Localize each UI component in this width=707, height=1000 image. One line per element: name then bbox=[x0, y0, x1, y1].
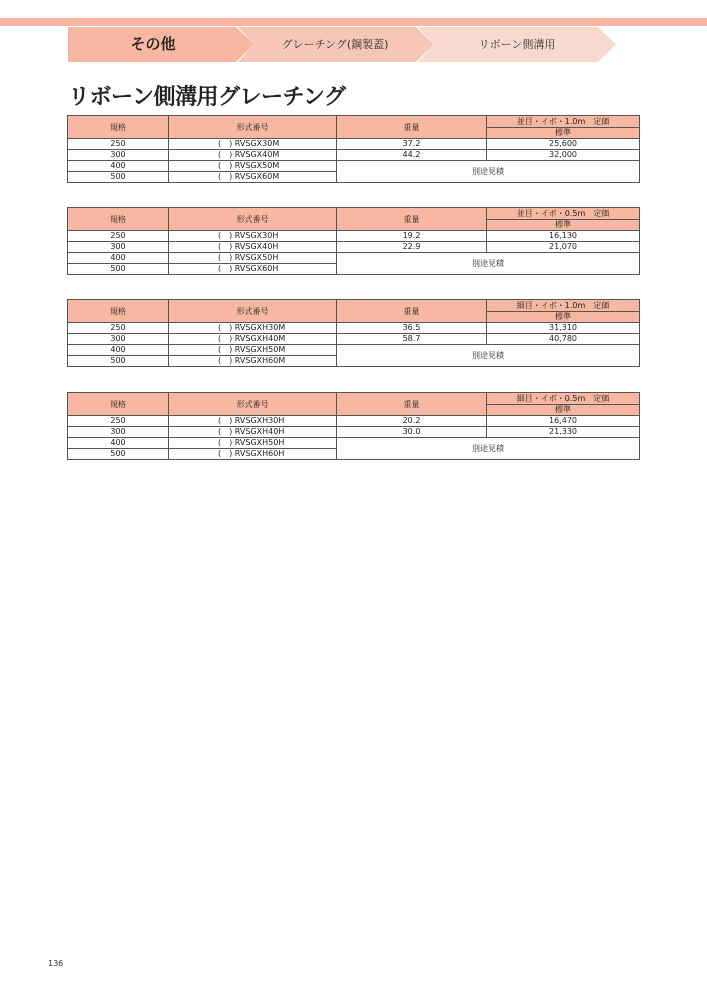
header-size: 規格 bbox=[68, 393, 169, 416]
table-row bbox=[68, 323, 640, 334]
cell-weight: 20.2 bbox=[337, 416, 487, 427]
table-row bbox=[68, 231, 640, 242]
table-row bbox=[68, 161, 640, 172]
cell-price: 32,000 bbox=[487, 150, 640, 161]
cell-weight: 44.2 bbox=[337, 150, 487, 161]
table-row bbox=[68, 416, 640, 427]
cell-size: 400 bbox=[68, 253, 169, 264]
cell-model: ( ) RVSGX50H bbox=[169, 253, 337, 264]
cell-model: ( ) RVSGXH60M bbox=[169, 356, 337, 367]
cell-separate-estimate: 別途見積 bbox=[337, 345, 640, 367]
cell-size: 400 bbox=[68, 161, 169, 172]
cell-size: 250 bbox=[68, 231, 169, 242]
cell-model: ( ) RVSGX50M bbox=[169, 161, 337, 172]
table-row bbox=[68, 139, 640, 150]
breadcrumb-item-other[interactable] bbox=[68, 27, 254, 62]
header-standard: 標準 bbox=[487, 220, 640, 231]
header-model: 形式番号 bbox=[169, 300, 337, 323]
cell-model: ( ) RVSGXH40H bbox=[169, 427, 337, 438]
cell-price: 21,330 bbox=[487, 427, 640, 438]
cell-size: 300 bbox=[68, 242, 169, 253]
cell-model: ( ) RVSGX30M bbox=[169, 139, 337, 150]
header-weight: 重量 bbox=[337, 116, 487, 139]
header-model: 形式番号 bbox=[169, 393, 337, 416]
cell-price: 16,470 bbox=[487, 416, 640, 427]
header-size: 規格 bbox=[68, 300, 169, 323]
cell-model: ( ) RVSGXH50H bbox=[169, 438, 337, 449]
cell-price: 31,310 bbox=[487, 323, 640, 334]
spec-table-1 bbox=[67, 115, 640, 183]
cell-model: ( ) RVSGXH50M bbox=[169, 345, 337, 356]
cell-weight: 30.0 bbox=[337, 427, 487, 438]
page-number: 136 bbox=[48, 959, 64, 968]
header-weight: 重量 bbox=[337, 393, 487, 416]
header-model: 形式番号 bbox=[169, 116, 337, 139]
header-spec-price: 並目・イボ・1.0m 定価 bbox=[487, 116, 640, 128]
table-row bbox=[68, 427, 640, 438]
cell-model: ( ) RVSGX40H bbox=[169, 242, 337, 253]
cell-size: 500 bbox=[68, 172, 169, 183]
breadcrumb-label: リボーン側溝用 bbox=[478, 38, 556, 51]
page-title: リボーン側溝用グレーチング bbox=[68, 85, 346, 110]
cell-weight: 22.9 bbox=[337, 242, 487, 253]
cell-size: 500 bbox=[68, 449, 169, 460]
table-row bbox=[68, 242, 640, 253]
cell-separate-estimate: 別途見積 bbox=[337, 253, 640, 275]
cell-price: 21,070 bbox=[487, 242, 640, 253]
cell-price: 40,780 bbox=[487, 334, 640, 345]
header-spec-price: 細目・イボ・0.5m 定価 bbox=[487, 393, 640, 405]
cell-model: ( ) RVSGXH60H bbox=[169, 449, 337, 460]
spec-table-4 bbox=[67, 392, 640, 460]
cell-model: ( ) RVSGX30H bbox=[169, 231, 337, 242]
cell-size: 300 bbox=[68, 427, 169, 438]
spec-table-3 bbox=[67, 299, 640, 367]
cell-weight: 37.2 bbox=[337, 139, 487, 150]
header-size: 規格 bbox=[68, 208, 169, 231]
cell-separate-estimate: 別途見積 bbox=[337, 438, 640, 460]
cell-price: 25,600 bbox=[487, 139, 640, 150]
cell-model: ( ) RVSGX40M bbox=[169, 150, 337, 161]
cell-size: 300 bbox=[68, 334, 169, 345]
breadcrumb-label: その他 bbox=[130, 35, 176, 53]
cell-size: 400 bbox=[68, 345, 169, 356]
header-spec-price: 並目・イボ・0.5m 定価 bbox=[487, 208, 640, 220]
cell-model: ( ) RVSGXH30H bbox=[169, 416, 337, 427]
breadcrumb-item-reborn-gutter[interactable] bbox=[418, 27, 616, 62]
cell-model: ( ) RVSGXH40M bbox=[169, 334, 337, 345]
header-size: 規格 bbox=[68, 116, 169, 139]
cell-weight: 36.5 bbox=[337, 323, 487, 334]
header-weight: 重量 bbox=[337, 300, 487, 323]
cell-price: 16,130 bbox=[487, 231, 640, 242]
header-standard: 標準 bbox=[487, 312, 640, 323]
header-spec-price: 細目・イボ・1.0m 定価 bbox=[487, 300, 640, 312]
spec-table-2 bbox=[67, 207, 640, 275]
cell-size: 400 bbox=[68, 438, 169, 449]
cell-weight: 19.2 bbox=[337, 231, 487, 242]
table-row bbox=[68, 334, 640, 345]
cell-model: ( ) RVSGX60M bbox=[169, 172, 337, 183]
table-row bbox=[68, 150, 640, 161]
cell-model: ( ) RVSGXH30M bbox=[169, 323, 337, 334]
breadcrumb bbox=[68, 27, 628, 62]
cell-size: 250 bbox=[68, 323, 169, 334]
table-row bbox=[68, 253, 640, 264]
table-row bbox=[68, 345, 640, 356]
cell-model: ( ) RVSGX60H bbox=[169, 264, 337, 275]
cell-size: 500 bbox=[68, 264, 169, 275]
cell-separate-estimate: 別途見積 bbox=[337, 161, 640, 183]
cell-size: 500 bbox=[68, 356, 169, 367]
top-accent-bar bbox=[0, 18, 707, 26]
breadcrumb-label: グレーチング(鋼製蓋) bbox=[281, 38, 389, 51]
table-row bbox=[68, 438, 640, 449]
header-standard: 標準 bbox=[487, 128, 640, 139]
header-weight: 重量 bbox=[337, 208, 487, 231]
cell-size: 250 bbox=[68, 139, 169, 150]
cell-size: 250 bbox=[68, 416, 169, 427]
header-standard: 標準 bbox=[487, 405, 640, 416]
cell-size: 300 bbox=[68, 150, 169, 161]
cell-weight: 58.7 bbox=[337, 334, 487, 345]
breadcrumb-item-grating[interactable] bbox=[238, 27, 434, 62]
header-model: 形式番号 bbox=[169, 208, 337, 231]
